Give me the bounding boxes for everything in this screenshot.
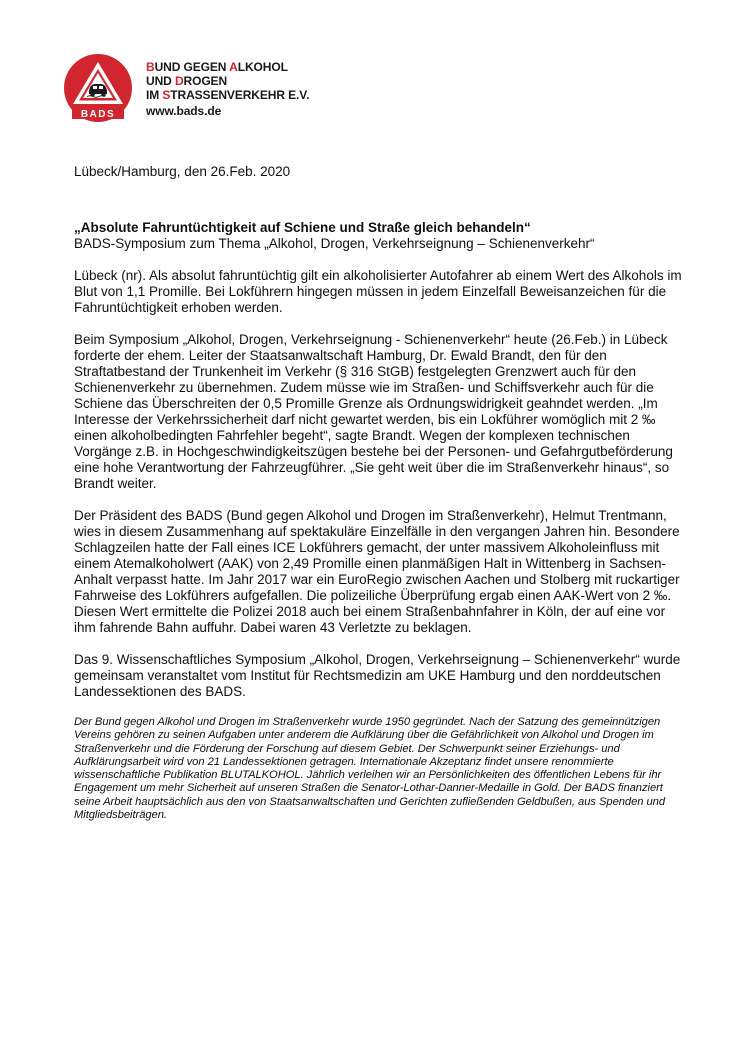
paragraph-intro: Lübeck (nr). Als absolut fahruntüchtig gilt ein alkoholisierter Autofahrer ab einem Wert des Alkohols im Blut von 1,1 Promille. Bei Lokführern hingegen müssen in jedem Einzelfall Beweisanzeichen für die Fahruntüchtigkeit erhoben werden. [74,268,682,315]
org-name-segment: UND [146,74,175,88]
org-name-segment: UND GEGEN [154,60,230,74]
org-name-line-2 [146,74,309,88]
letter-body [74,164,684,822]
logo-text: BADS [80,109,116,120]
paragraph-organizers: Das 9. Wissenschaftliches Symposium „Alkohol, Drogen, Verkehrseignung – Schienenverkehr“ wurde gemeinsam veranstaltet vom Institut für Rechtsmedizin am UKE Hamburg und den norddeutschen Landessektionen des BADS. [74,652,681,699]
letterhead [62,52,362,128]
org-name-segment: D [174,74,184,88]
org-name-segment: LKOHOL [237,60,288,74]
org-name-segment: TRASSENVERKEHR E.V. [170,88,310,102]
subheadline: BADS-Symposium zum Thema „Alkohol, Drogen, Verkehrseignung – Schienenverkehr“ [74,236,595,251]
dateline: Lübeck/Hamburg, den 26.Feb. 2020 [74,164,291,179]
org-name-segment: ROGEN [183,74,228,88]
org-name-segment: S [162,88,171,102]
headline: „Absolute Fahruntüchtigkeit auf Schiene und Straße gleich behandeln“ [74,220,531,235]
org-name-segment: B [146,60,155,74]
paragraph-symposium: Beim Symposium „Alkohol, Drogen, Verkehrseignung - Schienenverkehr“ heute (26.Feb.) in Lübeck forderte der ehem. Leiter der Staatsanwaltschaft Hamburg, Dr. Ewald Brandt, den für den Straftatbestand der Trunkenheit im Verkehr (§ 316 StGB) festgelegten Grenzwert auch für den Schienenverkehr zu übernehmen. Zudem müsse wie im Straßen- und Schiffsverkehr auch für die Schiene das Überschreiten der 0,5 Promille Grenze als Ordnungswidrigkeit geahndet werden. „Im Interesse der Verkehrssicherheit darf nicht gewartet werden, bis ein Lokführer womöglich mit 2 ‰ einen alkoholbedingten Fahrfehler begeht“, sagte Brandt. Wegen der komplexen technischen Vorgänge z.B. in Hochgeschwindigkeitszügen bestehe bei der Personen- und Gefahrgutbeförderung eine hohe Verantwortung der Fahrzeugführer. „Sie geht weit über die im Straßenverkehr hinaus“, so Brandt weiter. [74,332,673,491]
about-bads-note: Der Bund gegen Alkohol und Drogen im Straßenverkehr wurde 1950 gegründet. Nach der Satzung des gemeinnützigen Vereins gehören zu seinen Aufgaben unter anderem die Aufklärung über die Gefährlichkeit von Alkohol und Drogen im Straßenverkehr und die Förderung der Forschung auf diesem Gebiet. Der Schwerpunkt seiner Erziehungs- und Aufklärungsarbeit wird von 21 Landessektionen getragen. Internationale Akzeptanz findet unsere renommierte wissenschaftliche Publikation BLUTALKOHOL. Jährlich verleihen wir an Persönlichkeiten des öffentlichen Lebens für ihr Engagement um mehr Sicherheit auf unseren Straßen die Senator-Lothar-Danner-Medaille in Gold. Der BADS finanziert seine Arbeit hauptsächlich aus den von Staatsanwaltschaften und Gerichten zufließenden Geldbußen, aus Spenden und Mitgliedsbeiträgen. [74,716,666,822]
paragraph-president: Der Präsident des BADS (Bund gegen Alkohol und Drogen im Straßenverkehr), Helmut Trentmann, wies in diesem Zusammenhang auf spektakuläre Einzelfälle in den vergangen Jahren hin. Besondere Schlagzeilen hatte der Fall eines ICE Lokführers gemacht, der unter massivem Alkoholeinfluss mit einem Atemalkoholwert (AAK) von 2,49 Promille einen planmäßigen Halt in Wittenberg in Sachsen-Anhalt verpasst hatte. Im Jahr 2017 war ein EuroRegio zwischen Aachen und Stolberg mit ruckartiger Fahrweise des Lokführers aufgefallen. Die polizeiliche Überprüfung ergab einen AAK-Wert von 2 ‰. Diesen Wert ermittelte die Polizei 2018 auch bei einem Straßenbahnfahrer in Köln, der auf eine vor ihm fahrende Bahn auffuhr. Dabei waren 43 Verletzte zu beklagen. [74,508,680,635]
website-link[interactable]: www.bads.de [146,104,222,118]
org-name-segment: A [229,60,238,74]
org-name-line-3 [146,88,309,102]
org-name-line-1 [146,60,309,74]
organization-name [146,60,309,118]
bads-logo [62,52,134,128]
org-name-segment: IM [146,88,163,102]
